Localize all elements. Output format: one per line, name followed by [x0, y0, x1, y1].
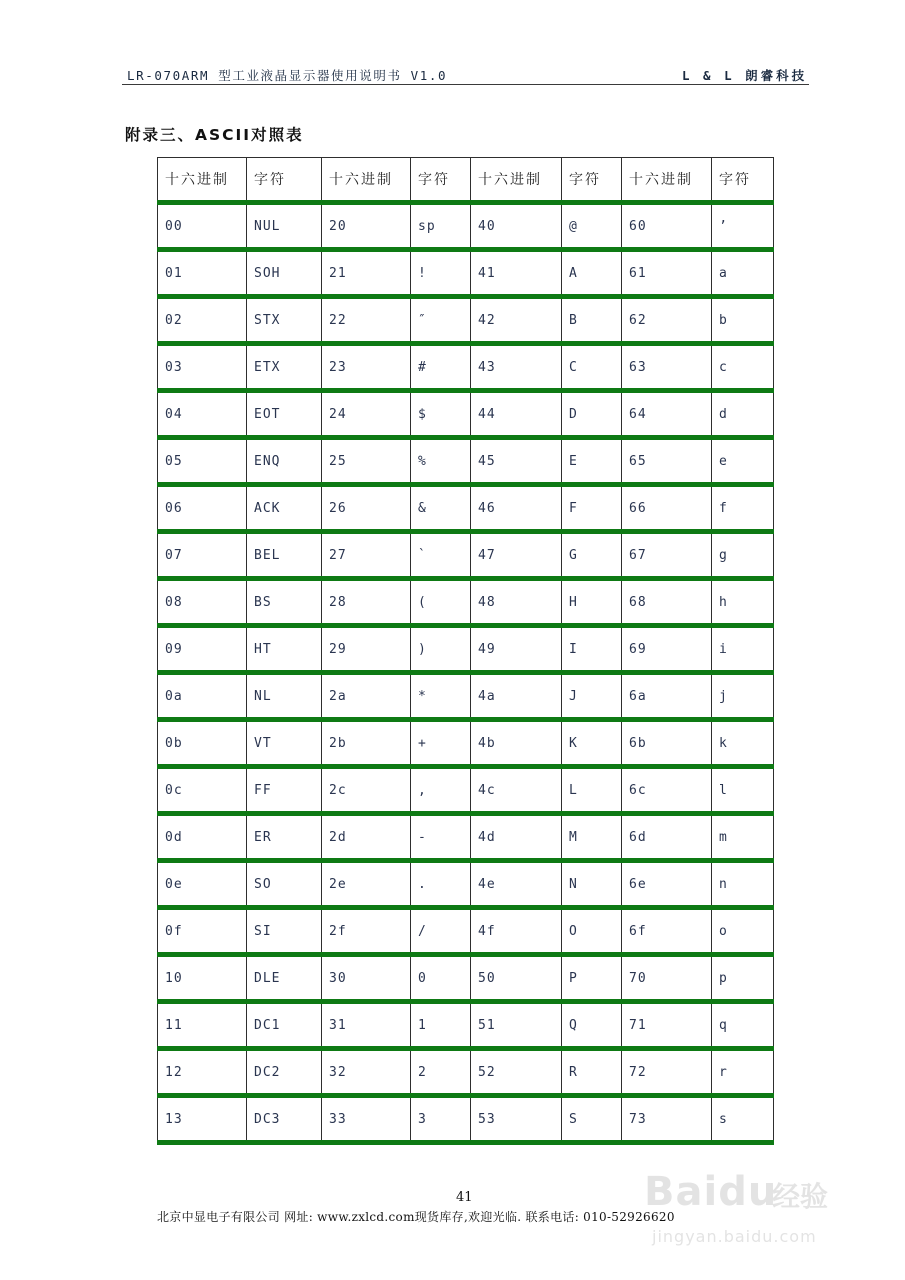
char-cell: g	[712, 532, 774, 579]
table-row	[158, 438, 774, 485]
table-row	[158, 720, 774, 767]
char-cell: %	[411, 438, 471, 485]
hex-cell: 71	[622, 1002, 712, 1049]
table-row	[158, 344, 774, 391]
hex-cell: 2e	[322, 861, 411, 908]
char-cell: #	[411, 344, 471, 391]
hex-cell: 46	[471, 485, 562, 532]
hex-cell: 70	[622, 955, 712, 1002]
hex-cell: 40	[471, 203, 562, 250]
char-cell: m	[712, 814, 774, 861]
hex-cell: 20	[322, 203, 411, 250]
char-cell: HT	[247, 626, 322, 673]
hex-cell: 32	[322, 1049, 411, 1096]
hex-cell: 03	[158, 344, 247, 391]
char-cell: J	[562, 673, 622, 720]
hex-cell: 21	[322, 250, 411, 297]
table-row	[158, 579, 774, 626]
watermark-logo: Baidu	[644, 1169, 778, 1215]
hex-cell: 2a	[322, 673, 411, 720]
hex-cell: 13	[158, 1096, 247, 1143]
char-cell: DC2	[247, 1049, 322, 1096]
char-cell: S	[562, 1096, 622, 1143]
char-cell: i	[712, 626, 774, 673]
char-cell: n	[712, 861, 774, 908]
hex-cell: 06	[158, 485, 247, 532]
hex-cell: 6c	[622, 767, 712, 814]
table-row	[158, 861, 774, 908]
char-cell: R	[562, 1049, 622, 1096]
char-cell: L	[562, 767, 622, 814]
hex-cell: 45	[471, 438, 562, 485]
char-cell: r	[712, 1049, 774, 1096]
char-cell: a	[712, 250, 774, 297]
hex-cell: 2d	[322, 814, 411, 861]
hex-cell: 64	[622, 391, 712, 438]
char-cell: E	[562, 438, 622, 485]
hex-cell: 00	[158, 203, 247, 250]
column-header-hex: 十六进制	[471, 158, 562, 203]
hex-cell: 0a	[158, 673, 247, 720]
hex-cell: 68	[622, 579, 712, 626]
char-cell: e	[712, 438, 774, 485]
char-cell: -	[411, 814, 471, 861]
hex-cell: 73	[622, 1096, 712, 1143]
table-row	[158, 908, 774, 955]
hex-cell: 66	[622, 485, 712, 532]
hex-cell: 47	[471, 532, 562, 579]
char-cell: o	[712, 908, 774, 955]
char-cell: s	[712, 1096, 774, 1143]
char-cell: Q	[562, 1002, 622, 1049]
char-cell: DC1	[247, 1002, 322, 1049]
table-row	[158, 767, 774, 814]
char-cell: .	[411, 861, 471, 908]
table-row	[158, 673, 774, 720]
hex-cell: 2b	[322, 720, 411, 767]
hex-cell: 4f	[471, 908, 562, 955]
appendix-title: 附录三、ASCII对照表	[125, 126, 304, 144]
hex-cell: 4a	[471, 673, 562, 720]
table-row	[158, 1049, 774, 1096]
table-row	[158, 485, 774, 532]
hex-cell: 11	[158, 1002, 247, 1049]
hex-cell: 01	[158, 250, 247, 297]
hex-cell: 6d	[622, 814, 712, 861]
hex-cell: 4b	[471, 720, 562, 767]
hex-cell: 23	[322, 344, 411, 391]
char-cell: H	[562, 579, 622, 626]
char-cell: C	[562, 344, 622, 391]
char-cell: BEL	[247, 532, 322, 579]
hex-cell: 24	[322, 391, 411, 438]
hex-cell: 4c	[471, 767, 562, 814]
char-cell: (	[411, 579, 471, 626]
char-cell: d	[712, 391, 774, 438]
char-cell: ETX	[247, 344, 322, 391]
hex-cell: 26	[322, 485, 411, 532]
char-cell: p	[712, 955, 774, 1002]
hex-cell: 4e	[471, 861, 562, 908]
hex-cell: 52	[471, 1049, 562, 1096]
hex-cell: 6a	[622, 673, 712, 720]
char-cell: DC3	[247, 1096, 322, 1143]
table-row	[158, 203, 774, 250]
table-row	[158, 391, 774, 438]
hex-cell: 10	[158, 955, 247, 1002]
hex-cell: 63	[622, 344, 712, 391]
company-name: L & L 朗睿科技	[682, 68, 808, 83]
hex-cell: 0f	[158, 908, 247, 955]
hex-cell: 43	[471, 344, 562, 391]
hex-cell: 05	[158, 438, 247, 485]
baidu-watermark	[644, 1155, 859, 1273]
char-cell: +	[411, 720, 471, 767]
hex-cell: 08	[158, 579, 247, 626]
hex-cell: 0d	[158, 814, 247, 861]
char-cell: A	[562, 250, 622, 297]
hex-cell: 61	[622, 250, 712, 297]
hex-cell: 12	[158, 1049, 247, 1096]
table-row	[158, 1096, 774, 1143]
hex-cell: 31	[322, 1002, 411, 1049]
char-cell: 0	[411, 955, 471, 1002]
char-cell: &	[411, 485, 471, 532]
char-cell: DLE	[247, 955, 322, 1002]
char-cell: q	[712, 1002, 774, 1049]
footer-contact: 北京中显电子有限公司 网址: www.zxlcd.com现货库存,欢迎光临. 联系电话: 010-52926620	[157, 1210, 675, 1224]
hex-cell: 72	[622, 1049, 712, 1096]
char-cell: h	[712, 579, 774, 626]
hex-cell: 6b	[622, 720, 712, 767]
table-row	[158, 814, 774, 861]
hex-cell: 42	[471, 297, 562, 344]
hex-cell: 4d	[471, 814, 562, 861]
table-row	[158, 532, 774, 579]
hex-cell: 44	[471, 391, 562, 438]
char-cell: P	[562, 955, 622, 1002]
hex-cell: 6f	[622, 908, 712, 955]
char-cell: ER	[247, 814, 322, 861]
char-cell: VT	[247, 720, 322, 767]
char-cell: ’	[712, 203, 774, 250]
column-header-char: 字符	[712, 158, 774, 203]
char-cell: !	[411, 250, 471, 297]
table-row	[158, 955, 774, 1002]
char-cell: SO	[247, 861, 322, 908]
char-cell: *	[411, 673, 471, 720]
char-cell: B	[562, 297, 622, 344]
hex-cell: 0e	[158, 861, 247, 908]
char-cell: ENQ	[247, 438, 322, 485]
char-cell: STX	[247, 297, 322, 344]
hex-cell: 30	[322, 955, 411, 1002]
hex-cell: 69	[622, 626, 712, 673]
table-body	[158, 203, 774, 1143]
char-cell: K	[562, 720, 622, 767]
char-cell: BS	[247, 579, 322, 626]
char-cell: ,	[411, 767, 471, 814]
table-header-row	[158, 158, 774, 203]
char-cell: ACK	[247, 485, 322, 532]
column-header-hex: 十六进制	[322, 158, 411, 203]
watermark-url: jingyan.baidu.com	[652, 1227, 817, 1246]
char-cell: )	[411, 626, 471, 673]
page-number: 41	[456, 1190, 473, 1205]
char-cell: $	[411, 391, 471, 438]
char-cell: 2	[411, 1049, 471, 1096]
char-cell: M	[562, 814, 622, 861]
char-cell: c	[712, 344, 774, 391]
hex-cell: 41	[471, 250, 562, 297]
column-header-char: 字符	[247, 158, 322, 203]
hex-cell: 65	[622, 438, 712, 485]
ascii-table	[157, 157, 774, 1145]
hex-cell: 2f	[322, 908, 411, 955]
hex-cell: 60	[622, 203, 712, 250]
hex-cell: 28	[322, 579, 411, 626]
char-cell: NUL	[247, 203, 322, 250]
char-cell: SOH	[247, 250, 322, 297]
hex-cell: 67	[622, 532, 712, 579]
char-cell: 1	[411, 1002, 471, 1049]
hex-cell: 48	[471, 579, 562, 626]
char-cell: b	[712, 297, 774, 344]
char-cell: f	[712, 485, 774, 532]
hex-cell: 29	[322, 626, 411, 673]
char-cell: D	[562, 391, 622, 438]
char-cell: k	[712, 720, 774, 767]
char-cell: NL	[247, 673, 322, 720]
char-cell: O	[562, 908, 622, 955]
hex-cell: 6e	[622, 861, 712, 908]
char-cell: F	[562, 485, 622, 532]
char-cell: EOT	[247, 391, 322, 438]
char-cell: l	[712, 767, 774, 814]
char-cell: I	[562, 626, 622, 673]
hex-cell: 0b	[158, 720, 247, 767]
char-cell: sp	[411, 203, 471, 250]
column-header-hex: 十六进制	[622, 158, 712, 203]
hex-cell: 2c	[322, 767, 411, 814]
table-row	[158, 1002, 774, 1049]
char-cell: @	[562, 203, 622, 250]
table-row	[158, 297, 774, 344]
hex-cell: 04	[158, 391, 247, 438]
hex-cell: 0c	[158, 767, 247, 814]
hex-cell: 09	[158, 626, 247, 673]
char-cell: j	[712, 673, 774, 720]
hex-cell: 33	[322, 1096, 411, 1143]
char-cell: FF	[247, 767, 322, 814]
hex-cell: 49	[471, 626, 562, 673]
char-cell: /	[411, 908, 471, 955]
table-row	[158, 626, 774, 673]
column-header-char: 字符	[411, 158, 471, 203]
document-header-title: LR-070ARM 型工业液晶显示器使用说明书 V1.0	[127, 68, 448, 83]
header-divider	[122, 84, 809, 85]
char-cell: `	[411, 532, 471, 579]
char-cell: SI	[247, 908, 322, 955]
hex-cell: 27	[322, 532, 411, 579]
column-header-char: 字符	[562, 158, 622, 203]
char-cell: N	[562, 861, 622, 908]
char-cell: G	[562, 532, 622, 579]
hex-cell: 53	[471, 1096, 562, 1143]
hex-cell: 62	[622, 297, 712, 344]
hex-cell: 02	[158, 297, 247, 344]
char-cell: ″	[411, 297, 471, 344]
hex-cell: 50	[471, 955, 562, 1002]
hex-cell: 25	[322, 438, 411, 485]
hex-cell: 51	[471, 1002, 562, 1049]
column-header-hex: 十六进制	[158, 158, 247, 203]
hex-cell: 07	[158, 532, 247, 579]
table-row	[158, 250, 774, 297]
char-cell: 3	[411, 1096, 471, 1143]
hex-cell: 22	[322, 297, 411, 344]
watermark-label: 经验	[772, 1180, 829, 1213]
